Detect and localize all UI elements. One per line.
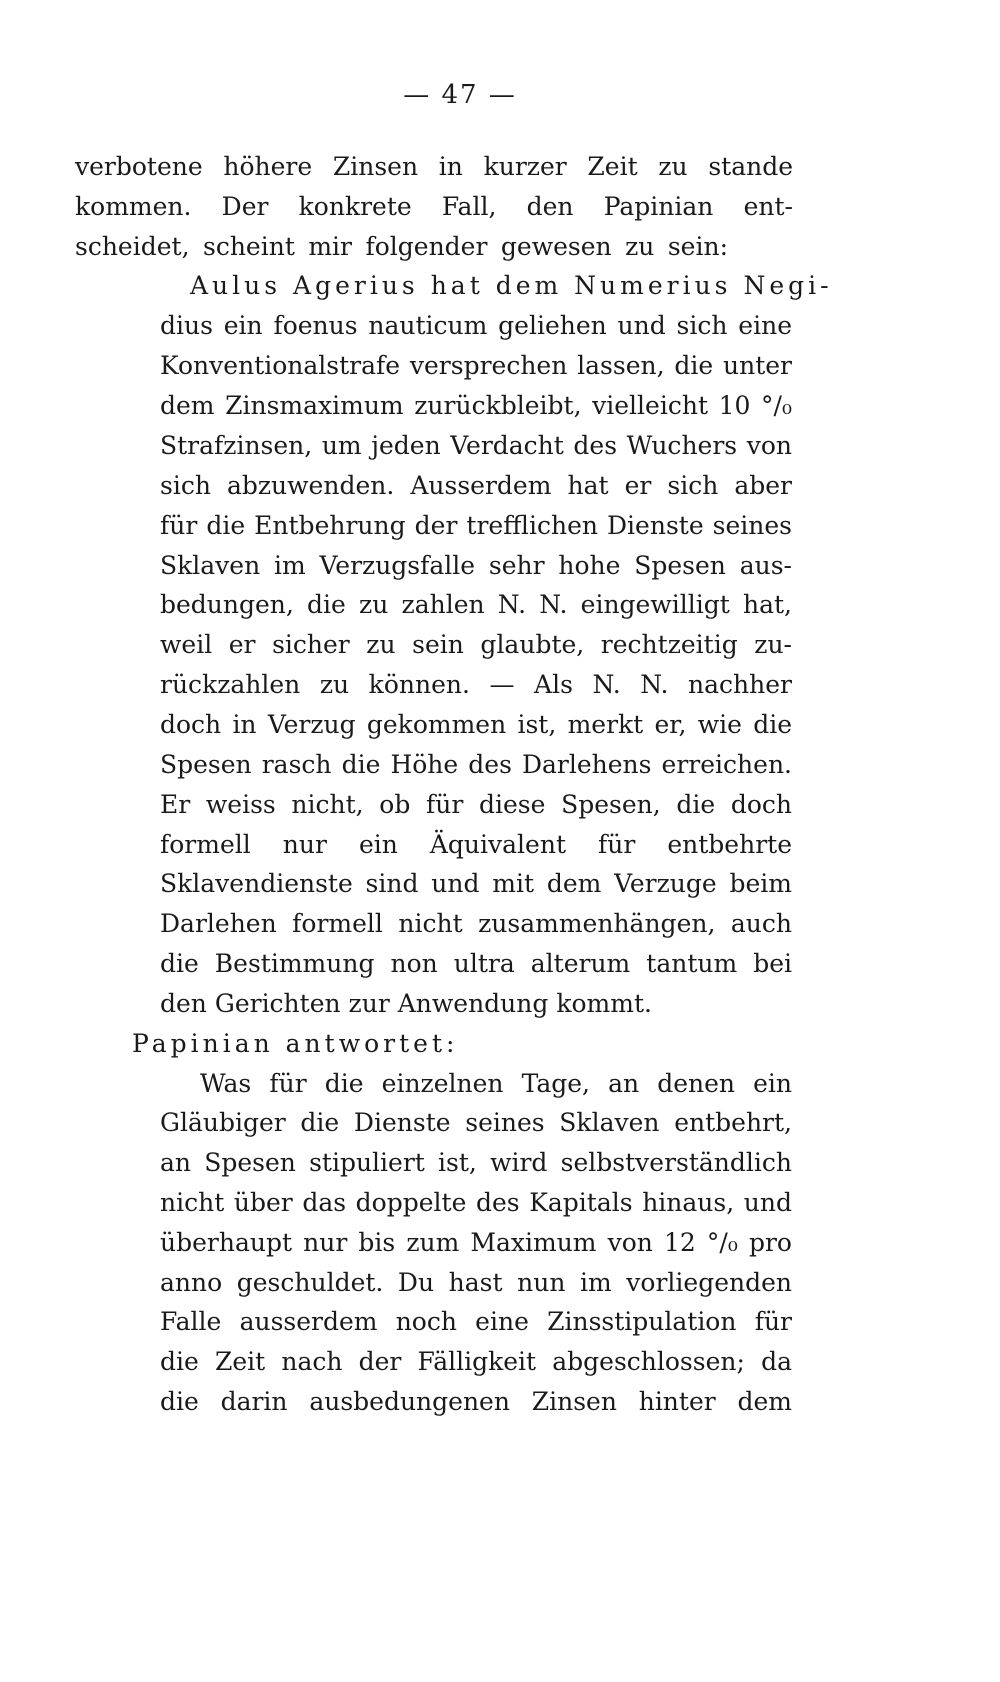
text-line: sich abzuwenden. Ausserdem hat er sich aber [160,471,792,500]
text-line: Sklavendienste sind und mit dem Verzuge beim [160,869,792,898]
text-line: Strafzinsen, um jeden Verdacht des Wuchers von [160,431,792,460]
text-line: doch in Verzug gekommen ist, merkt er, wie die [160,710,792,739]
text-line: für die Entbehrung der trefflichen Dienste seines [160,511,792,540]
text-line: verbotene höhere Zinsen in kurzer Zeit zu stande [75,152,793,181]
text-line: nicht über das doppelte des Kapitals hinaus, und [160,1188,792,1217]
text-line: Konventionalstrafe versprechen lassen, die unter [160,351,792,380]
text-line: die Bestimmung non ultra alterum tantum bei [160,949,792,978]
text-line: Sklaven im Verzugsfalle sehr hohe Spesen aus- [160,551,792,580]
text-line: die Zeit nach der Fälligkeit abgeschlossen; da [160,1347,792,1376]
text-line: den Gerichten zur Anwendung kommt. [160,989,652,1018]
text-line: die darin ausbedungenen Zinsen hinter dem [160,1387,792,1416]
text-line: Aulus Agerius hat dem Numerius Negi- [190,271,833,300]
text-line: Papinian antwortet: [132,1029,459,1058]
text-line: Spesen rasch die Höhe des Darlehens erreichen. [160,750,792,779]
text-line: Darlehen formell nicht zusammenhängen, auch [160,909,792,938]
text-line: anno geschuldet. Du hast nun im vorliegenden [160,1268,792,1297]
text-line: kommen. Der konkrete Fall, den Papinian ent- [75,192,793,221]
text-line: formell nur ein Äquivalent für entbehrte [160,830,792,859]
text-line: Was für die einzelnen Tage, an denen ein [200,1069,792,1098]
text-line: überhaupt nur bis zum Maximum von 12 °/₀ pro [160,1228,792,1257]
text-line: rückzahlen zu können. — Als N. N. nachher [160,670,792,699]
text-line: scheidet, scheint mir folgender gewesen zu sein: [75,232,728,261]
text-line: weil er sicher zu sein glaubte, rechtzeitig zu- [160,630,792,659]
text-line: dem Zinsmaximum zurückbleibt, vielleicht 10 °/₀ [160,391,792,420]
text-line: Gläubiger die Dienste seines Sklaven entbehrt, [160,1108,792,1137]
text-line: Falle ausserdem noch eine Zinsstipulation für [160,1307,792,1336]
text-line: bedungen, die zu zahlen N. N. eingewilligt hat, [160,590,792,619]
text-line: dius ein foenus nauticum geliehen und sich eine [160,311,792,340]
text-line: Er weiss nicht, ob für diese Spesen, die doch [160,790,792,819]
text-line: an Spesen stipuliert ist, wird selbstverständlich [160,1148,792,1177]
page-number: — 47 — [403,80,517,110]
